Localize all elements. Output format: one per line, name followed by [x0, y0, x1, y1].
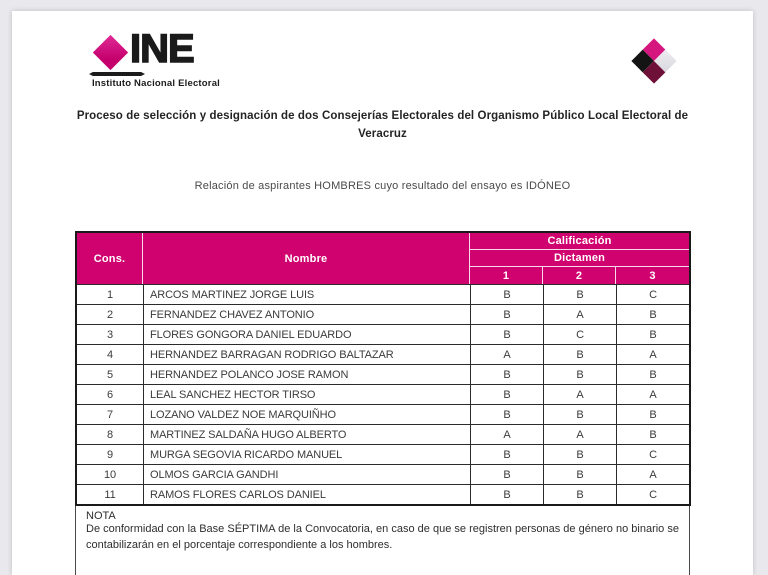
cell-cons: 6 — [77, 384, 143, 404]
cell-dictamen-3: A — [616, 384, 689, 404]
cell-dictamen-3: C — [616, 484, 689, 504]
cell-dictamen-2: A — [543, 304, 616, 324]
cell-dictamen-3: B — [616, 304, 689, 324]
cell-dictamen-2: B — [543, 404, 616, 424]
cell-dictamen-2: B — [543, 284, 616, 304]
table-row — [77, 304, 689, 324]
header-cons: Cons. — [77, 233, 143, 284]
ine-caption: Instituto Nacional Electoral — [91, 78, 221, 89]
header-col-3: 3 — [616, 267, 689, 284]
cell-dictamen-1: B — [470, 444, 543, 464]
cell-dictamen-1: B — [470, 484, 543, 504]
document-page — [12, 11, 753, 575]
cell-nombre: OLMOS GARCIA GANDHI — [143, 464, 470, 484]
cell-dictamen-3: B — [616, 424, 689, 444]
cell-dictamen-3: B — [616, 324, 689, 344]
cell-nombre: LEAL SANCHEZ HECTOR TIRSO — [143, 384, 470, 404]
cell-cons: 4 — [77, 344, 143, 364]
cell-dictamen-2: B — [543, 484, 616, 504]
table-row — [77, 384, 689, 404]
cell-dictamen-3: C — [616, 284, 689, 304]
cell-nombre: MURGA SEGOVIA RICARDO MANUEL — [143, 444, 470, 464]
cell-dictamen-2: B — [543, 464, 616, 484]
cell-nombre: FLORES GONGORA DANIEL EDUARDO — [143, 324, 470, 344]
ine-process-mark-icon — [630, 37, 678, 85]
page-title-text: Proceso de selección y designación de dos Consejerías Electorales del Organismo Público Local Electoral de Veracruz — [76, 110, 689, 140]
nota-label: NOTA — [86, 510, 116, 522]
header-nombre: Nombre — [143, 233, 470, 284]
cell-dictamen-1: B — [470, 384, 543, 404]
cell-cons: 10 — [77, 464, 143, 484]
table-body — [77, 284, 689, 504]
cell-dictamen-1: B — [470, 304, 543, 324]
results-table — [75, 231, 691, 506]
cell-dictamen-2: C — [543, 324, 616, 344]
cell-nombre: HERNANDEZ POLANCO JOSE RAMON — [143, 364, 470, 384]
cell-dictamen-1: A — [470, 344, 543, 364]
cell-cons: 8 — [77, 424, 143, 444]
cell-dictamen-1: A — [470, 424, 543, 444]
cell-cons: 3 — [77, 324, 143, 344]
ine-diamond-icon — [93, 35, 128, 70]
cell-nombre: MARTINEZ SALDAÑA HUGO ALBERTO — [143, 424, 470, 444]
table-row — [77, 484, 689, 504]
cell-dictamen-1: B — [470, 404, 543, 424]
cell-dictamen-2: A — [543, 424, 616, 444]
header-col-1: 1 — [470, 267, 543, 284]
cell-cons: 1 — [77, 284, 143, 304]
cell-dictamen-3: A — [616, 464, 689, 484]
cell-nombre: RAMOS FLORES CARLOS DANIEL — [143, 484, 470, 504]
cell-dictamen-2: B — [543, 344, 616, 364]
cell-dictamen-1: B — [470, 284, 543, 304]
cell-nombre: FERNANDEZ CHAVEZ ANTONIO — [143, 304, 470, 324]
cell-dictamen-3: B — [616, 404, 689, 424]
cell-nombre: HERNANDEZ BARRAGAN RODRIGO BALTAZAR — [143, 344, 470, 364]
ine-logo — [76, 27, 236, 90]
mark-diamond-grid — [631, 38, 676, 83]
cell-nombre: LOZANO VALDEZ NOE MARQUIÑHO — [143, 404, 470, 424]
cell-dictamen-1: B — [470, 464, 543, 484]
cell-dictamen-1: B — [470, 324, 543, 344]
table-row — [77, 324, 689, 344]
cell-dictamen-2: B — [543, 444, 616, 464]
table-row — [77, 284, 689, 304]
cell-dictamen-3: A — [616, 344, 689, 364]
ine-wordmark: INE — [130, 27, 194, 71]
header-dictamen: Dictamen — [470, 250, 689, 267]
cell-cons: 11 — [77, 484, 143, 504]
table-row — [77, 344, 689, 364]
cell-nombre: ARCOS MARTINEZ JORGE LUIS — [143, 284, 470, 304]
table-row — [77, 424, 689, 444]
header-col-2: 2 — [543, 267, 616, 284]
cell-cons: 2 — [77, 304, 143, 324]
nota-box — [75, 506, 690, 575]
cell-dictamen-2: A — [543, 384, 616, 404]
nota-text: De conformidad con la Base SÉPTIMA de la Convocatoria, en caso de que se registren personas de género no binario se contabilizarán en el porcentaje correspondiente a los hombres. — [86, 523, 679, 551]
cell-dictamen-3: B — [616, 364, 689, 384]
page-subtitle: Relación de aspirantes HOMBRES cuyo resultado del ensayo es IDÓNEO — [194, 180, 571, 192]
table-row — [77, 404, 689, 424]
table-row — [77, 364, 689, 384]
cell-cons: 5 — [77, 364, 143, 384]
cell-cons: 9 — [77, 444, 143, 464]
table-header — [77, 233, 689, 284]
cell-dictamen-3: C — [616, 444, 689, 464]
table-row — [77, 464, 689, 484]
cell-dictamen-2: B — [543, 364, 616, 384]
table-row — [77, 444, 689, 464]
header-calificacion: Calificación — [470, 233, 689, 250]
cell-cons: 7 — [77, 404, 143, 424]
page-title — [12, 108, 753, 144]
ine-logo-base-bar — [89, 72, 145, 76]
content-area — [75, 231, 690, 575]
cell-dictamen-1: B — [470, 364, 543, 384]
